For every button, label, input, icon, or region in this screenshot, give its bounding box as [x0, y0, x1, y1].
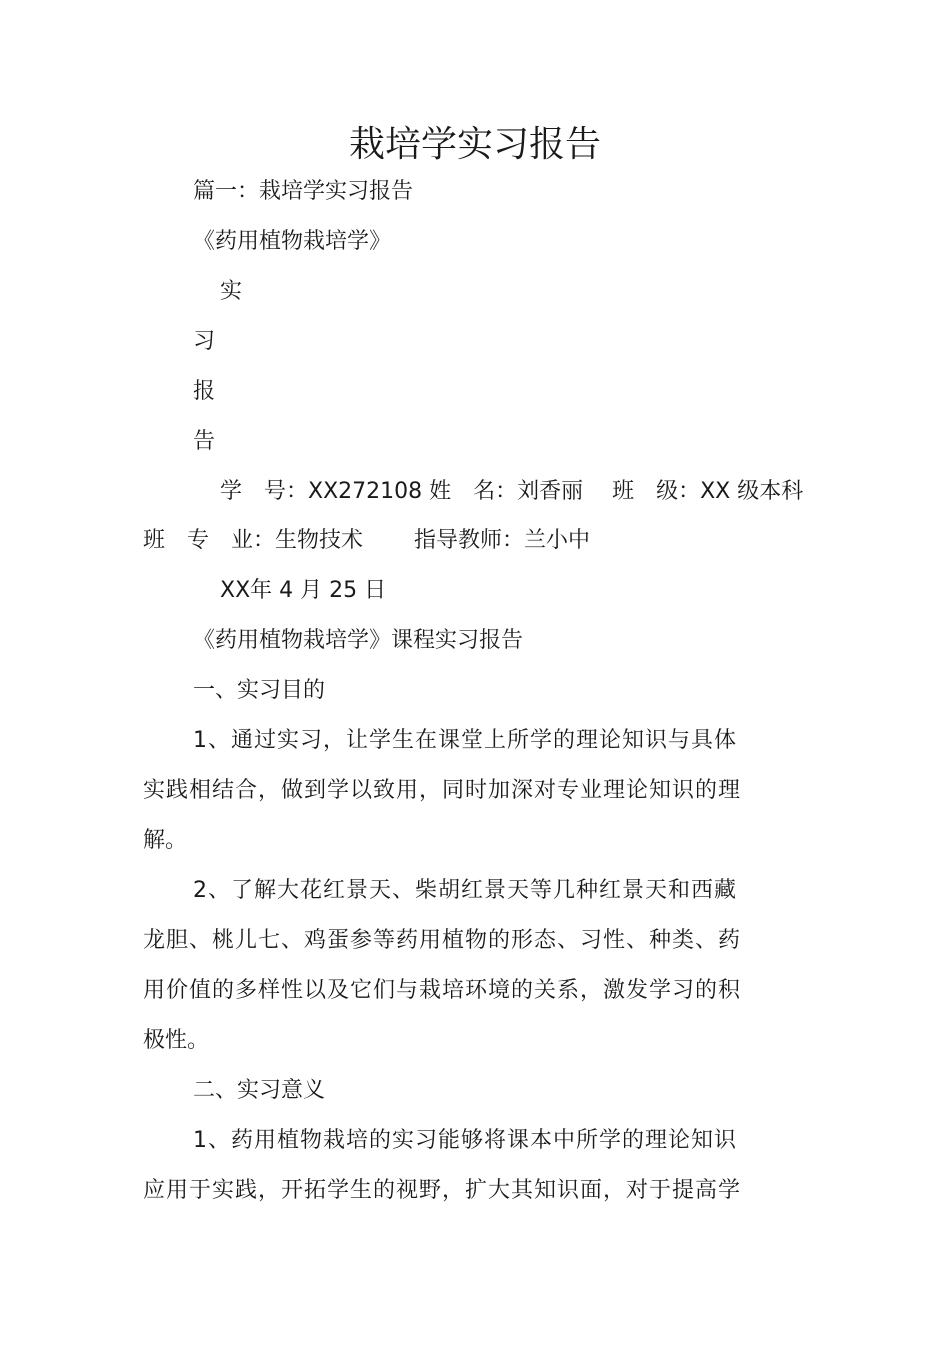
vertical-word-4: 告: [193, 429, 216, 454]
student-info-line-1: 学 号：XX272108 姓 名：刘香丽 班 级：XX 级本科: [220, 479, 804, 504]
paragraph-line: 解。: [143, 828, 188, 853]
section-heading-significance: 二、实习意义: [193, 1078, 326, 1103]
course-title: 《药用植物栽培学》: [193, 229, 392, 254]
student-info-line-2: 班 专 业：生物技术 指导教师：兰小中: [143, 528, 590, 553]
paragraph-line: 应用于实践，开拓学生的视野，扩大其知识面，对于提高学: [143, 1178, 742, 1203]
vertical-word-3: 报: [193, 379, 216, 404]
paragraph-line: 2、了解大花红景天、柴胡红景天等几种红景天和西藏: [193, 878, 737, 903]
paragraph-line: 1、通过实习，让学生在课堂上所学的理论知识与具体: [193, 728, 737, 753]
paragraph-line: 极性。: [143, 1028, 210, 1053]
report-date: XX年 4 月 25 日: [220, 578, 387, 603]
chapter-heading: 篇一：栽培学实习报告: [193, 179, 414, 204]
section-heading-purpose: 一、实习目的: [193, 678, 326, 703]
paragraph-line: 龙胆、桃儿七、鸡蛋参等药用植物的形态、习性、种类、药: [143, 928, 742, 953]
paragraph-line: 实践相结合，做到学以致用，同时加深对专业理论知识的理: [143, 778, 742, 803]
vertical-word-1: 实: [220, 279, 243, 304]
paragraph-line: 1、药用植物栽培的实习能够将课本中所学的理论知识: [193, 1128, 737, 1153]
report-heading: 《药用植物栽培学》课程实习报告: [193, 628, 524, 653]
paragraph-line: 用价值的多样性以及它们与栽培环境的关系，激发学习的积: [143, 978, 742, 1003]
vertical-word-2: 习: [193, 329, 216, 354]
document-title: 栽培学实习报告: [348, 124, 601, 165]
